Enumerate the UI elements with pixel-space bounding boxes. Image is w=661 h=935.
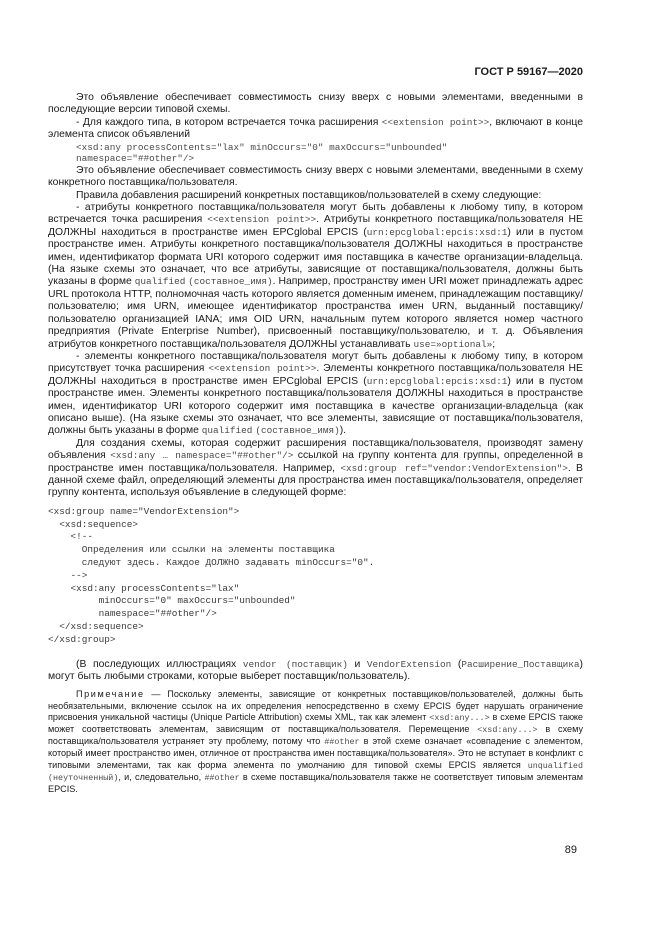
paragraph-4: Правила добавления расширений конкретных поставщиков/пользователей в схему следующие: — [76, 189, 542, 201]
page-number: 89 — [564, 844, 577, 856]
text: в схему поставщика/пользователя устраняет эту проблему, потому что — [48, 723, 583, 747]
text: в схеме EPCIS также может соответствовать элементам, зависящим от поставщика/пользователя. Перемещение — [48, 711, 583, 734]
text: , и, следовательно, — [118, 771, 205, 782]
code-inline: ##other — [204, 772, 240, 783]
text: ( — [451, 658, 462, 670]
code-inline: <xsd:group ref="vendor:VendorExtension"> — [340, 462, 568, 474]
note-paragraph — [48, 689, 583, 795]
text: ). — [339, 425, 347, 437]
code-inline: qualified — [201, 425, 253, 437]
code-inline: <<extension point>> — [208, 363, 317, 375]
text: - атрибуты конкретного поставщика/пользователя могут быть добавлены к любому типу, в котором встречается точка расширения — [48, 202, 583, 226]
text: в этой схеме означает «совпадение с элементом, который имеет пространство имен, отличное от пространства имен поставщика/пользователя». Это не вступает в конфликт с типовыми элементами, так как форма элемента по умолчанию для типовой схемы EPCIS является — [48, 736, 583, 770]
text: (В последующих иллюстрациях — [76, 658, 243, 670]
code-inline: urn:epcglobal:epcis:xsd:1 — [366, 226, 508, 238]
text: , включают в конце элемента список объявлений — [48, 116, 583, 141]
paragraph-2 — [48, 117, 583, 142]
text: . Например, пространству имен URI может принадлежать адрес URL протокола HTTP, полномочная часть которого является доменным именем, принадлежащим поставщику/пользователю; имя URN, имеющее идентификатор пространства имен URN, выданный поставщику/пользователю организацией IANA; имя OID URN, начальным путем которого является номер частного предприятия (Private Enterprise Number), присвоенный поставщику/пользователю, и т. д. Объявления атрибутов конкретного поставщика/пользователя ДОЛЖНЫ устанавливать — [48, 276, 583, 350]
text: - элементы конкретного поставщика/пользователя могут быть добавлены к любому типу, в котором присутствует точка расширения — [48, 350, 583, 375]
code-inline: Расширение_Поставщика — [461, 658, 580, 670]
standard-header: ГОСТ Р 59167—2020 — [474, 66, 583, 78]
text: ) или в пустом пространстве имен. Атрибуты конкретного поставщика/пользователя ДОЛЖНЫ находиться в пространстве имен, идентификатор формата URI которого содержит имя поставщика в качестве организации-владельца. (На языке схемы это означает, что все атрибуты, зависящие от поставщика/пользователя, должны быть указаны в форме — [48, 226, 583, 288]
code-inline: VendorExtension — [366, 658, 452, 670]
page-content — [48, 92, 583, 795]
code-inline: use=»optional» — [413, 338, 493, 350]
text: . В данной схеме файл, определяющий элементы для пространства имен поставщика/пользователя, определяет группу контента, используя объявление в следующей форме: — [48, 462, 583, 499]
text: ) или в пустом пространстве имен. Элементы конкретного поставщика/пользователя ДОЛЖНЫ находиться в пространстве имен, идентификатор URI которого содержит имя поставщика в качестве организации-владельца (как описано выше). (На языке схемы это означает, что все элементы, зависящие от поставщика/пользователя, должны быть указаны в форме — [48, 375, 583, 437]
code-inline: vendor (поставщик) — [242, 658, 348, 670]
code-inline: (составное_имя) — [255, 425, 340, 437]
code-inline: ##other — [324, 737, 360, 748]
code-inline: <<extension point>> — [381, 116, 490, 128]
code-inline: qualified — [134, 276, 186, 288]
paragraph-8 — [48, 659, 583, 684]
code-inline: <xsd:any...> — [477, 724, 538, 735]
text: — Поскольку элементы, зависящие от конкретных поставщиков/пользователей, должны быть необязательными, включение ссылок на их определения непосредственно в схему EPCIS будет нарушать ограничение присвоения уникальной частицы (Unique Particle Attribution) схемы XML, так как элемент — [48, 689, 583, 722]
text: . Элементы конкретного поставщика/пользователя НЕ ДОЛЖНЫ находиться в пространстве имен EPCglobal EPCIS ( — [48, 363, 583, 387]
code-inline: <xsd:any … namespace="##other"/> — [110, 450, 294, 462]
paragraph-5 — [48, 202, 583, 351]
paragraph-6 — [48, 351, 583, 438]
text: ; — [492, 338, 496, 350]
code-block-vendor-extension: <xsd:group name="VendorExtension"> <xsd:sequence> <!-- Определения или ссылки на элементы поставщика следуют здесь. Каждое ДОЛЖНО задавать minOccurs="0". --> <xsd:any processContents="lax" minOccurs="0" maxOccurs="unbounded" namespace="##other"/> </xsd:sequence> </xsd:group> — [48, 505, 375, 645]
text: в схеме поставщика/пользователя также не соответствует типовым элементам EPCIS. — [48, 771, 583, 794]
code-inline: urn:epcglobal:epcis:xsd:1 — [366, 375, 508, 387]
text: - Для каждого типа, в котором встречается точка расширения — [76, 116, 382, 128]
code-snippet-any: <xsd:any processContents="lax" minOccurs="0" maxOccurs="unbounded" namespace="##other"/> — [76, 141, 448, 165]
text: ссылкой на группу контента для группы, определенной в пространстве имен поставщика/пользователя. Например, — [48, 450, 584, 474]
text: . Атрибуты конкретного поставщика/пользователя НЕ ДОЛЖНЫ находиться в пространстве имен EPCglobal EPCIS ( — [48, 214, 583, 238]
paragraph-3: Это объявление обеспечивает совместимость снизу вверх с новыми элементами, введенными в схему конкретного поставщика/пользователя. — [48, 164, 583, 189]
note-label: Примечание — [76, 689, 145, 700]
code-inline: unqualified (неуточненный) — [48, 760, 583, 783]
text: ) могут быть любыми строками, которые выберет поставщик/пользователь). — [48, 658, 583, 682]
paragraph-7 — [48, 438, 583, 500]
text: Для создания схемы, которая содержит расширения поставщика/пользователя, производят замену объявления — [48, 437, 583, 462]
code-inline: <xsd:any...> — [429, 712, 490, 723]
code-inline: (составное_имя) — [188, 276, 273, 288]
code-inline: <<extension point>> — [207, 214, 317, 226]
paragraph-1: Это объявление обеспечивает совместимость снизу вверх с новыми элементами, введенными в последующие версии типовой схемы. — [48, 92, 583, 116]
text: и — [347, 658, 367, 670]
